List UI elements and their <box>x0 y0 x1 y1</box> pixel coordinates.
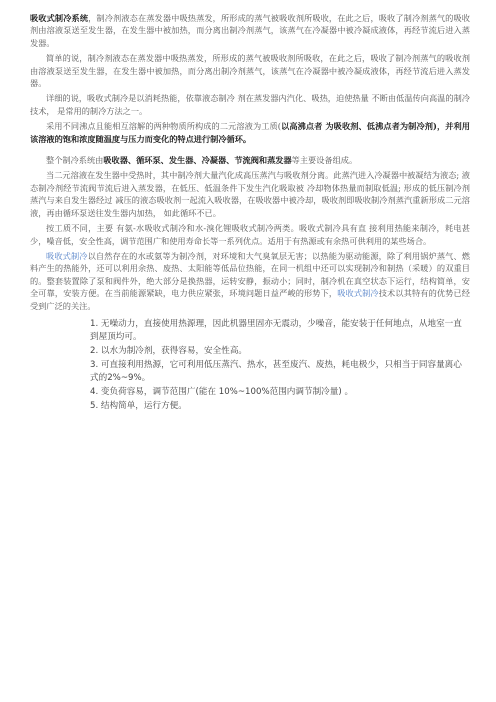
feature-list <box>90 318 468 413</box>
paragraph-process: 当二元溶液在发生器中受热时，其中制冷剂大量汽化成高压蒸汽与吸收剂分离。此蒸汽进入冷凝器中被凝结为液态; 液态制冷剂经节流阀节流后进入蒸发器，在低压、低温条件下发生汽化吸取被 冷却物体热量而制取低温; 形成的低压制冷剂蒸汽与来自发生器经过 减压的液态吸收剂一起流入吸收器，在吸收器中被冷却，吸收剂即吸收制冷剂蒸汽重新形成二元溶液，再由循环泵送往发生器内加热， 如此循环不已。 <box>30 170 470 218</box>
paragraph-working-fluid <box>30 120 470 145</box>
working-fluid-bold: 以高沸点者 为吸收剂、低沸点者为制冷剂)，并利用该溶液的饱和浓度随温度与压力而变化的特点进行制冷循环。 <box>30 121 470 144</box>
paragraph-simple: 简单的说，制冷剂液态在蒸发器中吸热蒸发，所形成的蒸气被吸收剂所吸收，在此之后，吸收了制冷剂蒸气的吸收剂由溶液泵送至发生器，在发生器中被加热，而分离出制冷剂蒸气，该蒸气在冷凝器中被冷凝成液体，再经节流后进入蒸发器。 <box>30 53 470 89</box>
intro-text: ，制冷剂液态在蒸发器中吸热蒸发，所形成的蒸气被吸收剂所吸收，在此之后，吸收了制冷剂蒸气的吸收剂由溶液泵送至发生器，在发生器中被加热，而分离出制冷剂蒸气，该蒸气在冷凝器中被冷凝成液体，再经节流后进入蒸发器。 <box>30 13 470 48</box>
paragraph-detail: 详细的说，吸收式制冷是以消耗热能，依靠液态制冷 剂在蒸发器内汽化、吸热，迫使热量 不断由低温传向高温的制冷技术， 是常用的制冷方法之一。 <box>30 93 470 116</box>
advantages-text-1: 以自然存在的水或氨等为制冷剂，对环境和大气臭氧层无害；以热能为驱动能源，除了利用锅炉蒸气、燃料产生的热能外，还可以利用余热、废热、太阳能等低品位热能，在同一机组中还可以实现制冷和制热（采暖）的双重目的。整套装置除了泵和阀件外，绝大部分是换热器，运转安静，振动小；同时，制冷机在真空状态下运行，结构简单，安全可靠，安装方便。在当前能源紧缺，电力供应紧张，环境问题日益严峻的形势下， <box>30 250 470 299</box>
paragraph-components <box>30 154 470 166</box>
list-item: 3. 可直接利用热源，它可利用低压蒸汽、热水，甚至废汽、废热，耗电极少，只相当于同容量离心式的2%~9%。 <box>90 359 462 383</box>
components-bold: 吸收器、循环泵、发生器、冷凝器、节流阀和蒸发器 <box>103 155 292 166</box>
list-item: 5. 结构简单，运行方便。 <box>90 400 187 411</box>
components-suffix: 等主要设备组成。 <box>291 155 358 166</box>
list-item: 4. 变负荷容易，调节范围广(能在 10%~100%范围内调节制冷量) 。 <box>90 386 354 397</box>
list-item: 1. 无噪动力，直接使用热源理，因此机器里固亦无震动，少噪音，能安装于任何地点，从地室一直到屋顶均可。 <box>90 318 462 342</box>
document-page <box>30 12 470 414</box>
paragraph-intro <box>30 12 470 49</box>
working-fluid-text: 采用不同沸点且能相互溶解的两种物质所构成的二元溶液为工质( <box>46 121 281 132</box>
list-item: 2. 以水为制冷剂，获得容易，安全性高。 <box>90 345 248 356</box>
paragraph-types: 按工质不同，主要 有氨-水吸收式制冷和水-溴化锂吸收式制冷两类。吸收式制冷具有直 接利用热能来制冷，耗电甚少，噪音低，安全性高，调节范围广和使用寿命长等一系列优点。适用于有热源或有余热可供利用的某些场合。 <box>30 223 470 246</box>
link-absorption-refrigeration-1[interactable]: 吸收式制冷 <box>46 250 88 261</box>
components-prefix: 整个制冷系统由 <box>46 155 104 166</box>
link-absorption-refrigeration-2[interactable]: 吸收式制冷 <box>337 288 379 299</box>
advantages-text-2: 技术以其特有的优势已经受到广泛的关注。 <box>30 288 470 311</box>
section-title: 吸收式制冷系统 <box>30 13 89 23</box>
paragraph-advantages <box>30 250 470 312</box>
